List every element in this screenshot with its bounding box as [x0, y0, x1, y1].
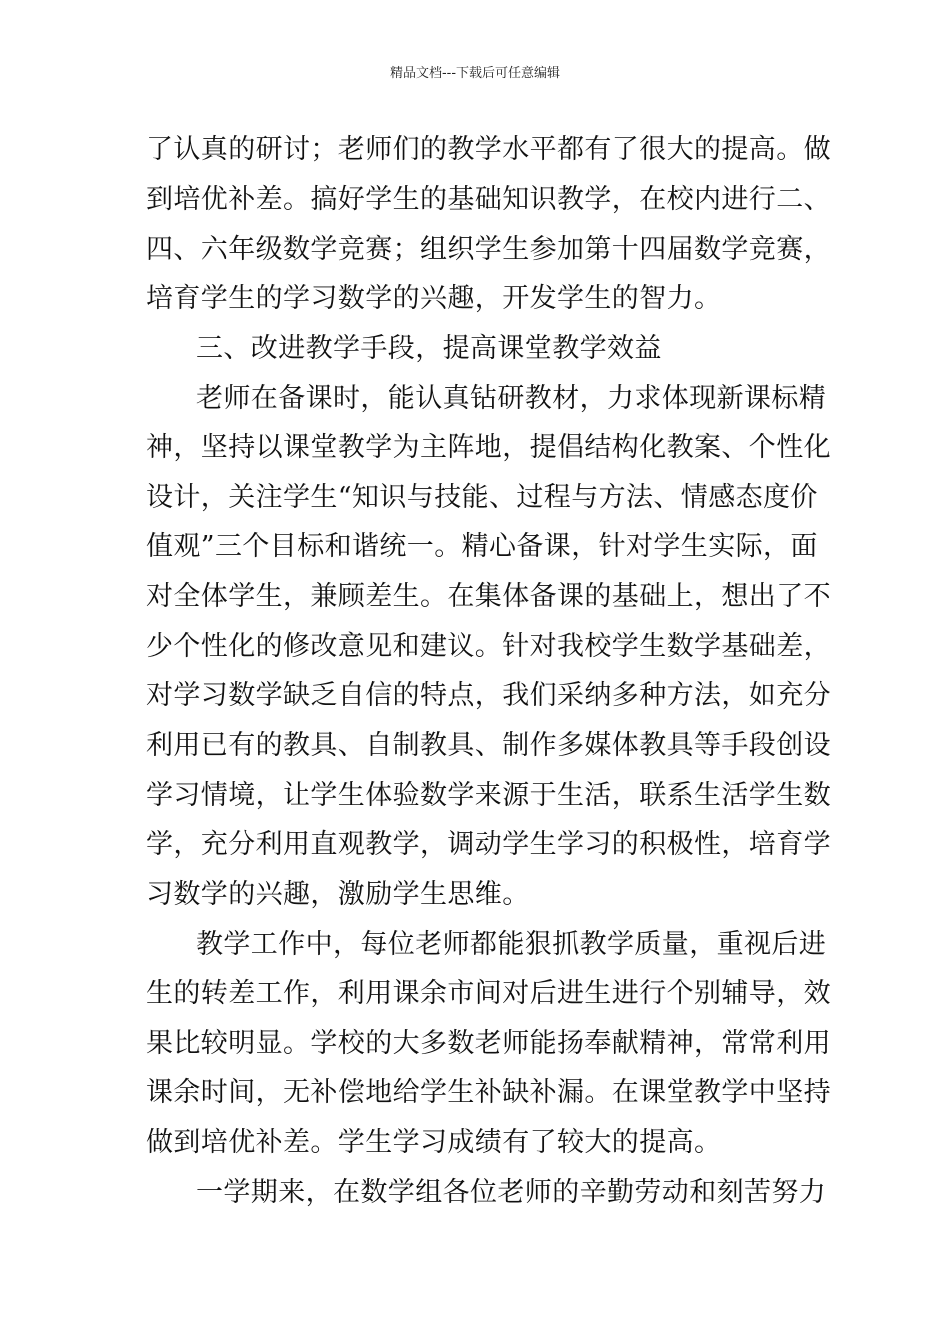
text-line: 对全体学生，兼顾差生。在集体备课的基础上，想出了不: [146, 581, 831, 612]
text-line: 四、六年级数学竞赛；组织学生参加第十四届数学竞赛，: [146, 234, 831, 265]
text-line: 果比较明显。学校的大多数老师能扬奉献精神，常常利用: [146, 1028, 831, 1059]
text-line: 教学工作中，每位老师都能狠抓教学质量，重视后进: [196, 929, 827, 960]
text-line: 对学习数学缺乏自信的特点，我们采纳多种方法，如充分: [146, 680, 831, 711]
text-line: 学习情境，让学生体验数学来源于生活，联系生活学生数: [146, 780, 831, 811]
text-line: 神，坚持以课堂教学为主阵地，提倡结构化教案、个性化: [146, 432, 831, 463]
page-header: 精品文档---下载后可任意编辑: [389, 66, 561, 81]
text-line: 设计，关注学生“知识与技能、过程与方法、情感态度价: [146, 482, 818, 513]
text-line: 利用已有的教具、自制教具、制作多媒体教具等手段创设: [146, 730, 831, 761]
text-line: 老师在备课时，能认真钻研教材，力求体现新课标精: [196, 383, 827, 414]
text-line: 了认真的研讨；老师们的教学水平都有了很大的提高。做: [146, 134, 831, 165]
text-line: 少个性化的修改意见和建议。针对我校学生数学基础差，: [146, 631, 831, 662]
text-line: 做到培优补差。学生学习成绩有了较大的提高。: [146, 1127, 722, 1158]
section-heading: 三、改进教学手段，提高课堂教学效益: [196, 333, 662, 364]
text-line: 课余时间，无补偿地给学生补缺补漏。在课堂教学中坚持: [146, 1077, 831, 1108]
text-line: 值观”三个目标和谐统一。精心备课，针对学生实际，面: [146, 531, 818, 562]
text-line: 学，充分利用直观教学，调动学生学习的积极性，培育学: [146, 829, 831, 860]
text-line: 生的转差工作，利用课余市间对后进生进行个别辅导，效: [146, 978, 831, 1009]
text-line: 培育学生的学习数学的兴趣，开发学生的智力。: [146, 283, 722, 314]
text-line: 一学期来，在数学组各位老师的辛勤劳动和刻苦努力: [196, 1177, 827, 1208]
text-line: 习数学的兴趣，激励学生思维。: [146, 879, 530, 910]
text-line: 到培优补差。搞好学生的基础知识教学，在校内进行二、: [146, 184, 831, 215]
